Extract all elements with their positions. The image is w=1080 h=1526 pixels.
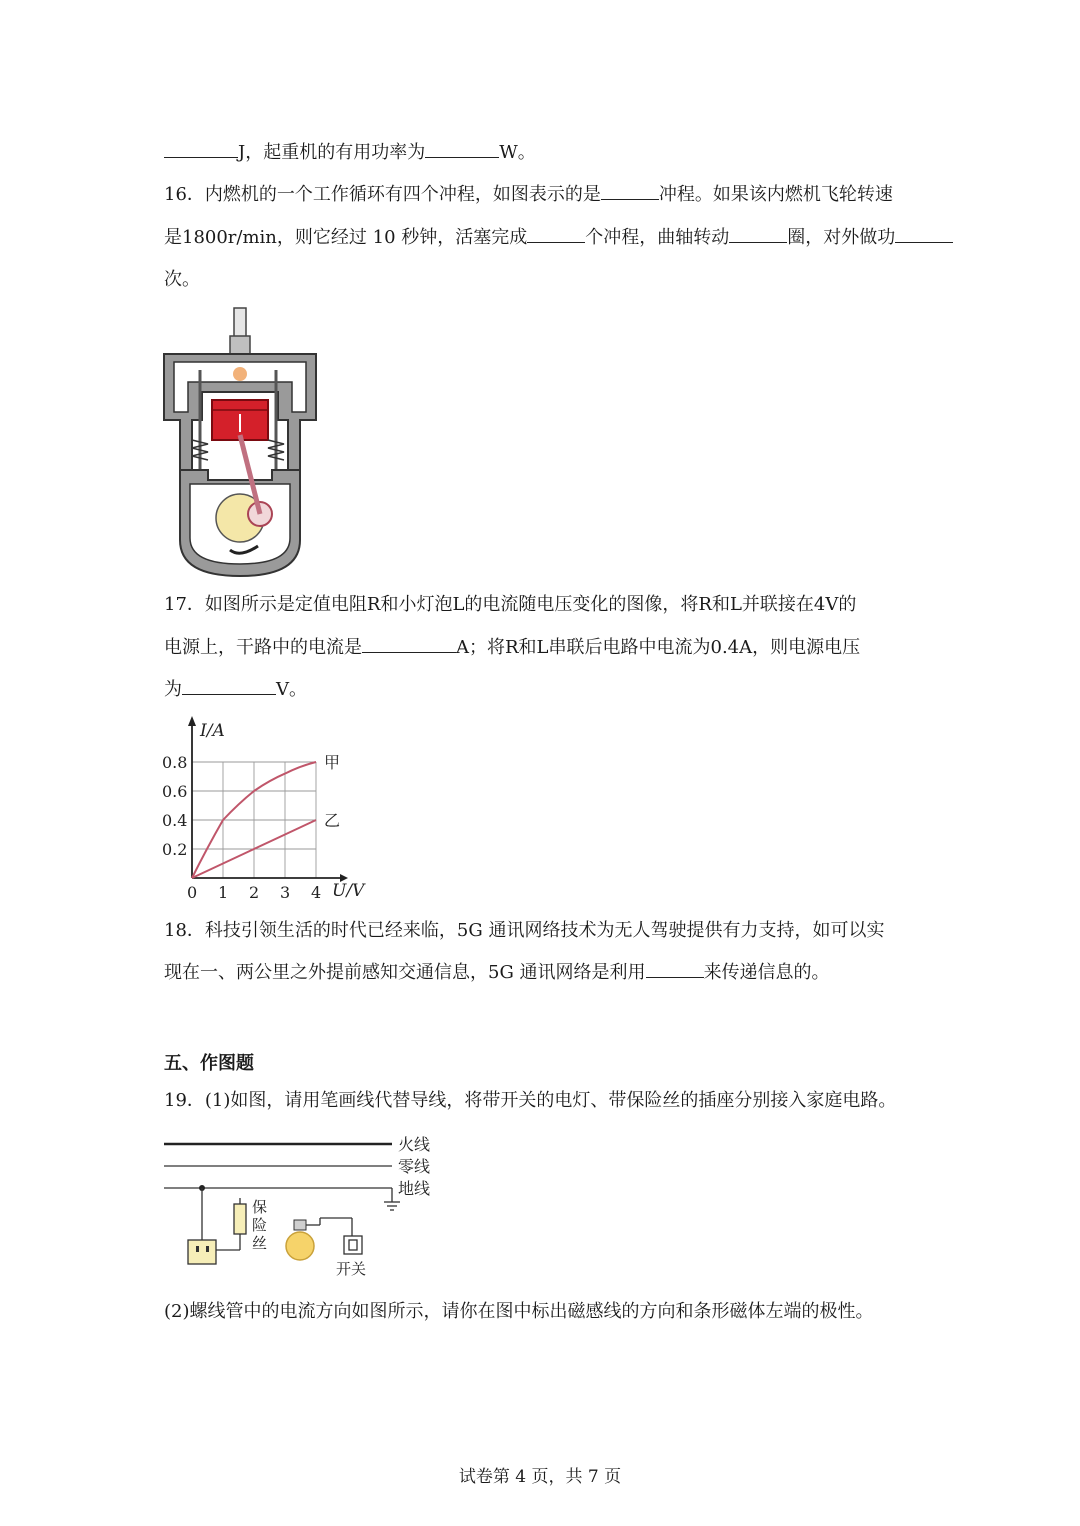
q15-text-a: J，起重机的有用功率为 <box>238 142 426 163</box>
section-title: 五、作图题 <box>164 1053 254 1074</box>
q19-part2 <box>164 1298 874 1326</box>
q17-line1 <box>164 591 856 619</box>
q16-text: 圈，对外做功 <box>787 227 896 248</box>
q18-line2 <box>164 959 830 987</box>
q19-text: (2)螺线管中的电流方向如图所示，请你在图中标出磁感线的方向和条形磁体左端的极性。 <box>164 1301 874 1322</box>
q17-text: A；将R和L串联后电路中电流为0.4A，则电源电压 <box>456 637 861 658</box>
q16-line1 <box>164 181 893 209</box>
socket-icon <box>188 1240 216 1264</box>
x-tick-label: 4 <box>311 883 322 902</box>
live-wire-label: 火线 <box>398 1135 431 1154</box>
q16-text: 是1800r/min，则它经过 10 秒钟，活塞完成 <box>164 227 528 248</box>
household-circuit-diagram <box>160 1128 450 1288</box>
x-axis-label: U/V <box>332 881 365 901</box>
x-tick-label: 0 <box>187 883 198 902</box>
y-tick-label: 0.2 <box>162 840 188 859</box>
q16-text: 16．内燃机的一个工作循环有四个冲程，如图表示的是 <box>164 184 601 205</box>
q17-text: 电源上，干路中的电流是 <box>164 637 362 658</box>
q15-tail-line <box>164 139 536 167</box>
series-label-1: 甲 <box>324 753 341 772</box>
answer-blank[interactable] <box>729 224 787 243</box>
engine-diagram <box>160 300 320 580</box>
q15-text-b: W。 <box>499 142 536 163</box>
answer-blank[interactable] <box>362 634 456 653</box>
answer-blank[interactable] <box>164 139 238 158</box>
page-footer: 试卷第 4 页，共 7 页 <box>458 1467 622 1487</box>
x-tick-label: 1 <box>218 883 229 902</box>
q16-text: 个冲程，曲轴转动 <box>585 227 730 248</box>
q17-line3 <box>164 676 307 704</box>
ground-wire-label: 地线 <box>398 1179 431 1198</box>
fuse-label-3: 丝 <box>252 1234 268 1252</box>
q16-line2 <box>164 224 953 252</box>
fuse-label-1: 保 <box>252 1198 268 1216</box>
q17-text: 17．如图所示是定值电阻R和小灯泡L的电流随电压变化的图像，将R和L并联接在4V的 <box>164 594 857 615</box>
switch-icon <box>344 1236 362 1254</box>
chart-series <box>192 753 340 878</box>
q17-line2 <box>164 634 860 662</box>
answer-blank[interactable] <box>601 181 659 200</box>
q18-text: 来传递信息的。 <box>703 962 830 983</box>
q17-text: V。 <box>276 679 307 700</box>
x-tick-label: 3 <box>280 883 291 902</box>
chart-grid <box>192 762 316 878</box>
y-tick-label: 0.4 <box>162 811 188 830</box>
q16-text: 冲程。如果该内燃机飞轮转速 <box>658 184 893 205</box>
q16-text: 次。 <box>164 269 200 290</box>
q18-line1 <box>164 917 884 945</box>
q19-line1 <box>164 1087 896 1115</box>
x-tick-label: 2 <box>249 883 260 902</box>
fuse-icon <box>234 1204 246 1234</box>
fuse-label-2: 险 <box>252 1216 268 1234</box>
y-tick-label: 0.6 <box>162 782 188 801</box>
q17-text: 为 <box>164 679 182 700</box>
y-tick-label: 0.8 <box>162 753 188 772</box>
y-axis-label: I/A <box>200 721 225 741</box>
series-label-2: 乙 <box>324 811 341 830</box>
answer-blank[interactable] <box>895 224 953 243</box>
chart-ticks <box>162 753 321 902</box>
switch-label: 开关 <box>336 1260 367 1278</box>
q18-text: 18．科技引领生活的时代已经来临，5G 通讯网络技术为无人驾驶提供有力支持，如可以实 <box>164 920 885 941</box>
answer-blank[interactable] <box>527 224 585 243</box>
neutral-wire-label: 零线 <box>398 1157 431 1176</box>
q19-text: 19．(1)如图，请用笔画线代替导线，将带开关的电灯、带保险丝的插座分别接入家庭电路。 <box>164 1090 897 1111</box>
q16-line3 <box>164 266 200 294</box>
answer-blank[interactable] <box>646 959 704 978</box>
q18-text: 现在一、两公里之外提前感知交通信息，5G 通讯网络是利用 <box>164 962 646 983</box>
answer-blank[interactable] <box>425 139 499 158</box>
y-axis-arrow <box>188 716 196 726</box>
lamp-icon <box>286 1220 314 1260</box>
current-voltage-chart <box>160 712 380 902</box>
answer-blank[interactable] <box>182 676 276 695</box>
